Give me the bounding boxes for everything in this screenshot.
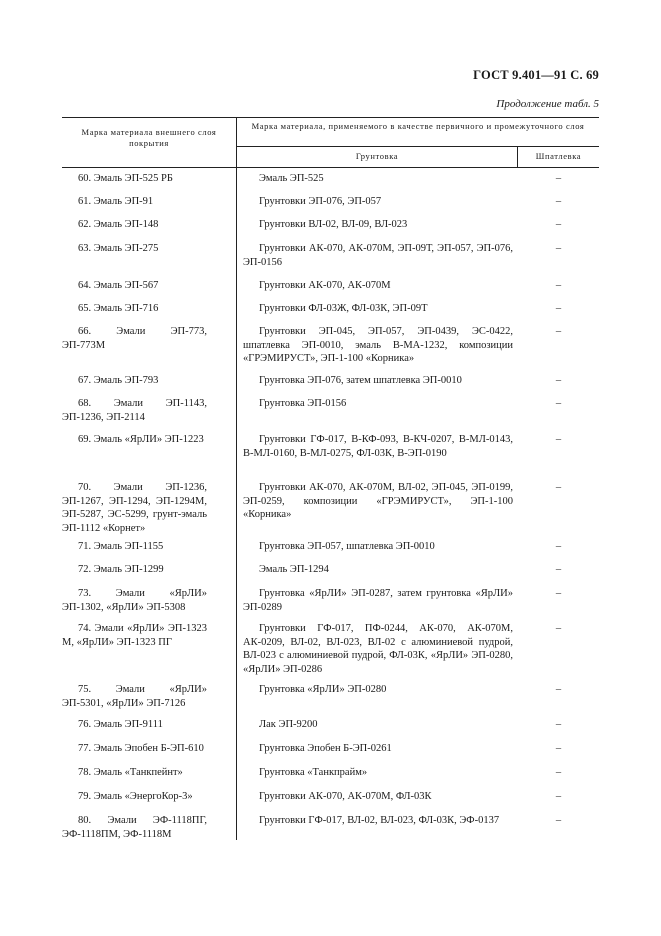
putty-cell: – <box>555 564 562 575</box>
table-subheader-rule <box>237 146 599 147</box>
table-header-bottom-rule <box>62 167 599 168</box>
putty-cell: – <box>555 588 562 599</box>
outer-material-cell: 74. Эмали «ЯрЛИ» ЭП-1323 М, «ЯрЛИ» ЭП-1323 ПГ <box>62 623 207 648</box>
putty-cell: – <box>555 219 562 230</box>
column-header-outer-layer: Марка материала внешнего слоя покрытия <box>81 127 217 148</box>
primer-cell: Эмаль ЭП-1294 <box>259 564 329 575</box>
primer-cell: Грунтовка «ЯрЛИ» ЭП-0280 <box>259 684 387 695</box>
outer-material-cell: 67. Эмаль ЭП-793 <box>78 375 159 386</box>
putty-cell: – <box>555 398 562 409</box>
column-header-primary-layer: Марка материала, применяемого в качестве первичного и промежуточного слоя <box>251 121 585 131</box>
putty-cell: – <box>555 326 562 337</box>
primer-cell: Эмаль ЭП-525 <box>259 173 324 184</box>
primer-cell: Грунтовки ГФ-017, В-КФ-093, В-КЧ-0207, В-МЛ-0143, В-МЛ-0160, В-МЛ-0275, ФЛ-03К, В-ЭП-0190 <box>243 434 513 459</box>
primer-cell: Грунтовки АК-070, АК-070М, ВЛ-02, ЭП-045, ЭП-0199, ЭП-0259, композиции «ГРЭМИРУСТ», ЭП-1-100 «Корника» <box>243 482 513 520</box>
outer-material-cell: 68. Эмали ЭП-1143, ЭП-1236, ЭП-2114 <box>62 398 207 423</box>
outer-material-cell: 75. Эмали «ЯрЛИ» ЭП-5301, «ЯрЛИ» ЭП-7126 <box>62 684 207 709</box>
outer-material-cell: 62. Эмаль ЭП-148 <box>78 219 159 230</box>
outer-material-cell: 66. Эмали ЭП-773, ЭП-773М <box>62 326 207 351</box>
putty-cell: – <box>555 303 562 314</box>
primer-cell: Грунтовки ФЛ-03Ж, ФЛ-03К, ЭП-09Т <box>259 303 428 314</box>
putty-cell: – <box>555 743 562 754</box>
primer-cell: Грунтовки ВЛ-02, ВЛ-09, ВЛ-023 <box>259 219 408 230</box>
primer-cell: Грунтовка Эпобен Б-ЭП-0261 <box>259 743 392 754</box>
table-top-rule <box>62 117 599 118</box>
outer-material-cell: 77. Эмаль Эпобен Б-ЭП-610 <box>78 743 204 754</box>
putty-cell: – <box>555 791 562 802</box>
primer-cell: Грунтовки АК-070, АК-070М <box>259 280 391 291</box>
outer-material-cell: 78. Эмаль «Танкпейнт» <box>78 767 183 778</box>
outer-material-cell: 80. Эмали ЭФ-1118ПГ, ЭФ-1118ПМ, ЭФ-1118М <box>62 815 207 840</box>
table-continuation-label: Продолжение табл. 5 <box>496 98 599 110</box>
putty-cell: – <box>555 280 562 291</box>
putty-cell: – <box>555 375 562 386</box>
outer-material-cell: 60. Эмаль ЭП-525 РБ <box>78 173 173 184</box>
primer-cell: Грунтовки АК-070, АК-070М, ЭП-09Т, ЭП-057, ЭП-076, ЭП-0156 <box>243 243 513 268</box>
primer-cell: Грунтовки ЭП-045, ЭП-057, ЭП-0439, ЭС-0422, шпатлевка ЭП-0010, эмаль В-МА-1232, композиции «ГРЭМИРУСТ», ЭП-1-100 «Корника» <box>243 326 513 364</box>
primer-cell: Грунтовка «Танкпрайм» <box>259 767 368 778</box>
outer-material-cell: 61. Эмаль ЭП-91 <box>78 196 154 207</box>
outer-material-cell: 69. Эмаль «ЯрЛИ» ЭП-1223 <box>78 434 204 445</box>
putty-cell: – <box>555 243 562 254</box>
outer-material-cell: 79. Эмаль «ЭнергоКор-3» <box>78 791 193 802</box>
primer-cell: Грунтовка «ЯрЛИ» ЭП-0287, затем грунтовка «ЯрЛИ» ЭП-0289 <box>243 588 513 613</box>
outer-material-cell: 70. Эмали ЭП-1236, ЭП-1267, ЭП-1294, ЭП-1294М, ЭП-5287, ЭС-5299, грунт-эмаль ЭП-1112 «Корнет» <box>62 482 207 534</box>
outer-material-cell: 64. Эмаль ЭП-567 <box>78 280 159 291</box>
putty-cell: – <box>555 541 562 552</box>
subheader-putty: Шпатлевка <box>535 151 582 161</box>
outer-material-cell: 63. Эмаль ЭП-275 <box>78 243 159 254</box>
outer-material-cell: 72. Эмаль ЭП-1299 <box>78 564 164 575</box>
putty-cell: – <box>555 434 562 445</box>
primer-cell: Грунтовки ГФ-017, ВЛ-02, ВЛ-023, ФЛ-03К, ЭФ-0137 <box>259 815 500 826</box>
subheader-primer: Грунтовка <box>355 151 399 161</box>
putty-cell: – <box>555 815 562 826</box>
putty-cell: – <box>555 196 562 207</box>
primer-cell: Грунтовки АК-070, АК-070М, ФЛ-03К <box>259 791 432 802</box>
primer-cell: Грунтовка ЭП-076, затем шпатлевка ЭП-0010 <box>259 375 462 386</box>
putty-cell: – <box>555 482 562 493</box>
putty-cell: – <box>555 684 562 695</box>
putty-cell: – <box>555 173 562 184</box>
outer-material-cell: 73. Эмали «ЯрЛИ» ЭП-1302, «ЯрЛИ» ЭП-5308 <box>62 588 207 613</box>
primer-cell: Лак ЭП-9200 <box>259 719 318 730</box>
putty-cell: – <box>555 767 562 778</box>
primer-cell: Грунтовка ЭП-0156 <box>259 398 347 409</box>
outer-material-cell: 71. Эмаль ЭП-1155 <box>78 541 164 552</box>
page-header: ГОСТ 9.401—91 С. 69 <box>473 68 599 82</box>
putty-cell: – <box>555 719 562 730</box>
table-column-divider <box>236 117 237 840</box>
primer-cell: Грунтовки ЭП-076, ЭП-057 <box>259 196 382 207</box>
primer-cell: Грунтовка ЭП-057, шпатлевка ЭП-0010 <box>259 541 435 552</box>
outer-material-cell: 76. Эмаль ЭП-9111 <box>78 719 163 730</box>
outer-material-cell: 65. Эмаль ЭП-716 <box>78 303 159 314</box>
putty-cell: – <box>555 623 562 634</box>
primer-cell: Грунтовки ГФ-017, ПФ-0244, АК-070, АК-070М, АК-0209, ВЛ-02, ВЛ-023, ВЛ-02 с алюминиевой пудрой, ВЛ-023 с алюминиевой пудрой, ФЛ-03К, «ЯрЛИ» ЭП-0280, «ЯрЛИ» ЭП-0286 <box>243 623 513 675</box>
